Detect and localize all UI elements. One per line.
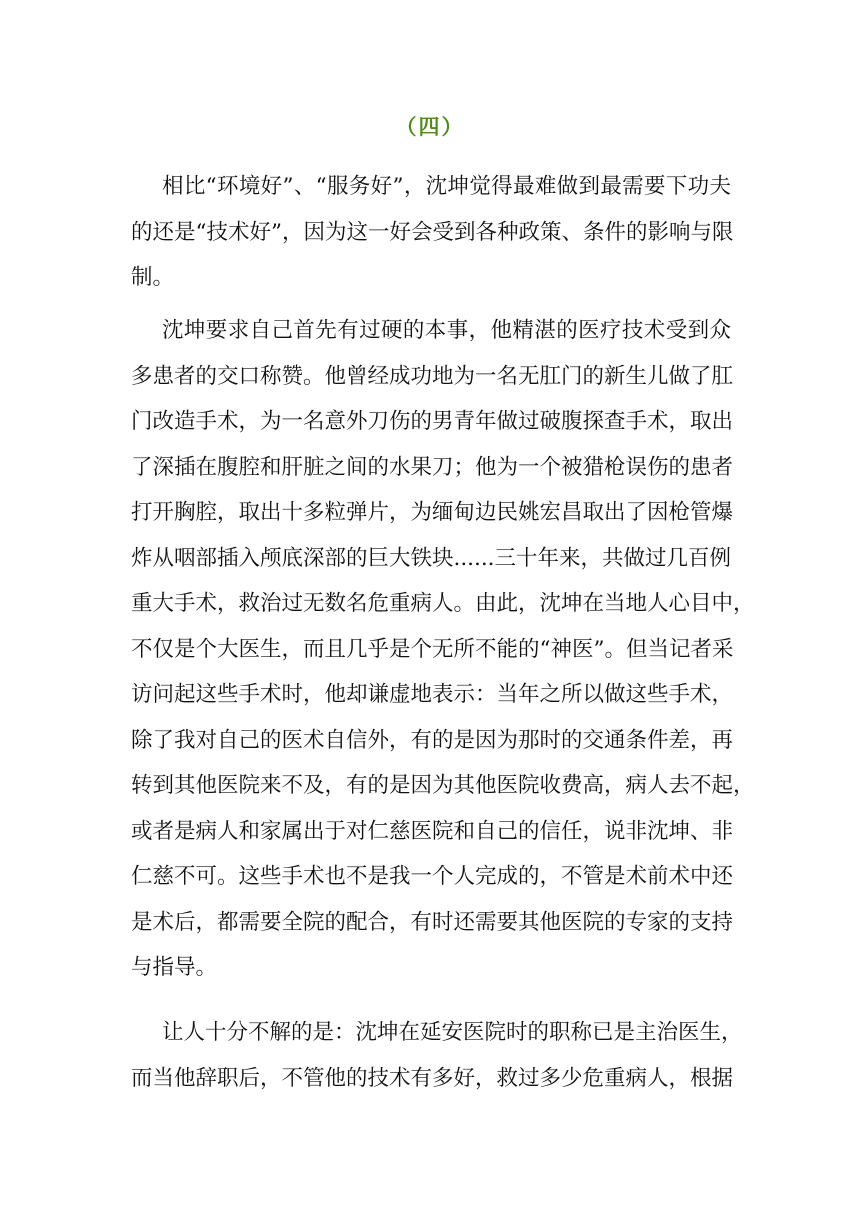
paragraph-line: 打开胸腔，取出十多粒弹片，为缅甸边民姚宏昌取出了因枪管爆 bbox=[131, 500, 734, 525]
paragraph-line: 访问起这些手术时，他却谦虚地表示：当年之所以做这些手术， bbox=[131, 682, 734, 707]
paragraph-line: 是术后，都需要全院的配合，有时还需要其他医院的专家的支持 bbox=[131, 909, 734, 935]
paragraph-line: 而当他辞职后，不管他的技术有多好，救过多少危重病人，根据 bbox=[131, 1065, 734, 1091]
paragraph-line: 转到其他医院来不及，有的是因为其他医院收费高，病人去不起， bbox=[131, 773, 755, 798]
paragraph-line: 炸从咽部插入颅底深部的巨大铁块......三十年来，共做过几百例 bbox=[131, 545, 732, 571]
paragraph-line: 相比“环境好”、“服务好”，沈坤觉得最难做到最需要下功夫 bbox=[162, 174, 731, 199]
paragraph-line: 除了我对自己的医术自信外，有的是因为那时的交通条件差，再 bbox=[131, 727, 734, 753]
paragraph-line: 不仅是个大医生，而且几乎是个无所不能的“神医”。但当记者采 bbox=[131, 636, 734, 662]
paragraph-line: 门改造手术，为一名意外刀伤的男青年做过破腹探查手术，取出 bbox=[131, 409, 734, 434]
paragraph-1 bbox=[131, 164, 734, 301]
paragraph-2 bbox=[131, 308, 755, 991]
paragraph-line: 仁慈不可。这些手术也不是我一个人完成的，不管是术前术中还 bbox=[131, 864, 734, 889]
paragraph-line: 的还是“技术好”，因为这一好会受到各种政策、条件的影响与限 bbox=[131, 219, 734, 245]
paragraph-line: 重大手术，救治过无数名危重病人。由此，沈坤在当地人心目中， bbox=[131, 591, 755, 616]
paragraph-line: 与指导。 bbox=[131, 955, 218, 980]
paragraph-line: 沈坤要求自己首先有过硬的本事，他精湛的医疗技术受到众 bbox=[162, 318, 731, 343]
paragraph-line: 或者是病人和家属出于对仁慈医院和自己的信任，说非沈坤、非 bbox=[131, 818, 734, 844]
paragraph-3 bbox=[131, 1010, 743, 1101]
paragraph-line: 了深插在腹腔和肝脏之间的水果刀；他为一个被猎枪误伤的患者 bbox=[131, 454, 734, 480]
paragraph-line: 让人十分不解的是：沈坤在延安医院时的职称已是主治医生， bbox=[162, 1020, 743, 1045]
section-heading: （四） bbox=[395, 114, 465, 139]
paragraph-line: 制。 bbox=[131, 265, 175, 290]
paragraph-line: 多患者的交口称赞。他曾经成功地为一名无肛门的新生儿做了肛 bbox=[131, 363, 734, 389]
